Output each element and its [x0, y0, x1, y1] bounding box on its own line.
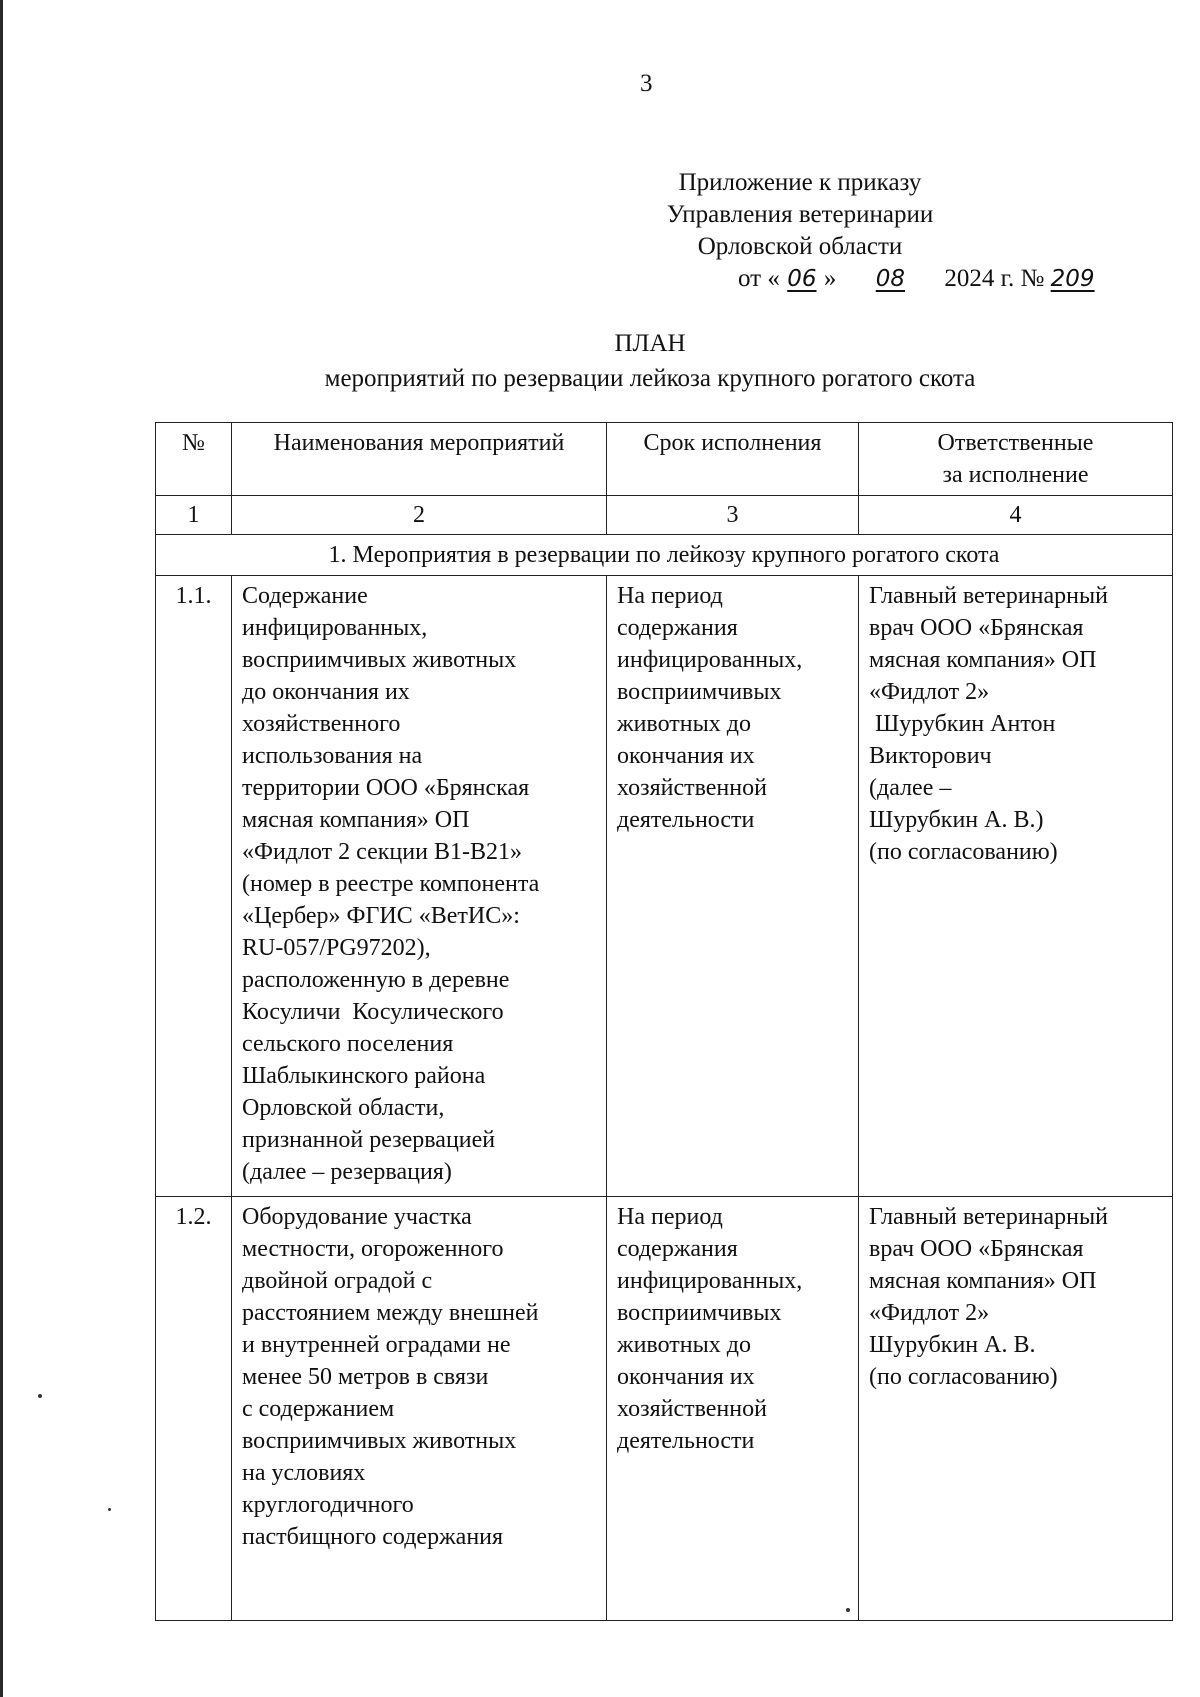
scan-edge [0, 0, 3, 1697]
row-responsible-lines [869, 580, 1162, 868]
cell-line: содержания [617, 1236, 738, 1262]
cell-line: хозяйственной [617, 1396, 767, 1422]
column-numbers-row [156, 496, 1173, 535]
cell-line: с содержанием [242, 1396, 395, 1422]
header-num: № [156, 423, 232, 496]
row-term-lines [617, 580, 848, 836]
scan-speck [108, 1508, 111, 1511]
scan-speck [846, 1608, 850, 1612]
section-row [156, 535, 1173, 576]
cell-line: Косуличи Косулического [242, 999, 504, 1025]
column-number: 4 [859, 496, 1173, 535]
cell-line: и внутренней оградами не [242, 1332, 511, 1358]
table-header-row [156, 423, 1173, 496]
cell-line: восприимчивых [617, 679, 782, 705]
cell-line: Оборудование участка [242, 1204, 472, 1230]
row-term [607, 576, 859, 1197]
cell-line: мясная компания» ОП [869, 647, 1097, 673]
row-num: 1.1. [156, 576, 232, 1197]
cell-line: Шаблыкинского района [242, 1063, 486, 1089]
cell-line: инфицированных, [242, 615, 428, 641]
header-name: Наименования мероприятий [232, 423, 607, 496]
column-number: 1 [156, 496, 232, 535]
cell-line: на условиях [242, 1460, 366, 1486]
cell-line: Шурубкин А. В.) [869, 807, 1044, 833]
cell-line: врач ООО «Брянская [869, 1236, 1084, 1262]
cell-line: признанной резервацией [242, 1127, 496, 1153]
cell-line: «Фидлот 2 секции В1-В21» [242, 839, 522, 865]
cell-line: круглогодичного [242, 1492, 414, 1518]
cell-line: хозяйственной [617, 775, 767, 801]
cell-line: Викторович [869, 743, 992, 769]
cell-line: до окончания их [242, 679, 410, 705]
cell-line: инфицированных, [617, 647, 803, 673]
cell-line: менее 50 метров в связи [242, 1364, 489, 1390]
cell-line: Содержание [242, 583, 368, 609]
appendix-line: Орловской области [697, 233, 903, 260]
row-term [607, 1197, 859, 1621]
section-title: 1. Мероприятия в резервации по лейкозу крупного рогатого скота [156, 535, 1173, 576]
order-month-handwritten: 08 [875, 266, 905, 292]
cell-line: деятельности [617, 807, 755, 833]
order-year-text: 2024 г. № [944, 265, 1045, 292]
cell-line: животных до [617, 1332, 751, 1358]
header-responsible-line: за исполнение [942, 462, 1089, 488]
order-prefix: от « [738, 265, 780, 292]
cell-line: врач ООО «Брянская [869, 615, 1084, 641]
row-name [232, 576, 607, 1197]
cell-line: содержания [617, 615, 738, 641]
table-row [156, 576, 1173, 1197]
cell-line: двойной оградой с [242, 1268, 433, 1294]
cell-line: (далее – резервация) [242, 1159, 452, 1185]
cell-line: местности, огороженного [242, 1236, 504, 1262]
appendix-block [520, 167, 1080, 263]
cell-line: Орловской области, [242, 1095, 445, 1121]
row-num: 1.2. [156, 1197, 232, 1621]
order-day-handwritten: 06 [787, 266, 817, 292]
row-responsible [859, 1197, 1173, 1621]
cell-line: (по согласованию) [869, 1364, 1058, 1390]
row-name-lines [242, 1201, 596, 1553]
cell-line: расположенную в деревне [242, 967, 510, 993]
row-name [232, 1197, 607, 1621]
row-term-lines [617, 1201, 848, 1457]
cell-line: «Цербер» ФГИС «ВетИС»: [242, 903, 520, 929]
cell-line: На период [617, 583, 723, 609]
cell-line: Главный ветеринарный [869, 1204, 1108, 1230]
cell-line: На период [617, 1204, 723, 1230]
page-number: 3 [640, 70, 653, 97]
header-responsible [859, 423, 1173, 496]
cell-line: использования на [242, 743, 423, 769]
cell-line: Шурубкин Антон [869, 711, 1056, 737]
row-responsible-lines [869, 1201, 1162, 1393]
scan-speck [38, 1394, 42, 1398]
cell-line: инфицированных, [617, 1268, 803, 1294]
column-number: 2 [232, 496, 607, 535]
cell-line: пастбищного содержания [242, 1524, 504, 1550]
cell-line: RU-057/PG97202), [242, 935, 431, 961]
cell-line: мясная компания» ОП [242, 807, 470, 833]
cell-line: (номер в реестре компонента [242, 871, 540, 897]
document-title: ПЛАН [614, 330, 686, 357]
order-number-handwritten: 209 [1050, 266, 1095, 292]
cell-line: деятельности [617, 1428, 755, 1454]
column-number: 3 [607, 496, 859, 535]
cell-line: окончания их [617, 743, 755, 769]
cell-line: сельского поселения [242, 1031, 454, 1057]
cell-line: восприимчивых животных [242, 1428, 517, 1454]
cell-line: животных до [617, 711, 751, 737]
row-name-lines [242, 580, 596, 1188]
cell-line: хозяйственного [242, 711, 401, 737]
header-term: Срок исполнения [607, 423, 859, 496]
cell-line: (далее – [869, 775, 952, 801]
cell-line: мясная компания» ОП [869, 1268, 1097, 1294]
order-quote-close: » [823, 265, 837, 292]
order-date-line [738, 263, 1117, 295]
cell-line: расстоянием между внешней [242, 1300, 539, 1326]
cell-line: окончания их [617, 1364, 755, 1390]
header-responsible-line: Ответственные [937, 430, 1094, 456]
table-row [156, 1197, 1173, 1621]
cell-line: Шурубкин А. В. [869, 1332, 1036, 1358]
cell-line: территории ООО «Брянская [242, 775, 530, 801]
plan-table [155, 422, 1173, 1621]
row-responsible [859, 576, 1173, 1197]
appendix-line: Приложение к приказу [678, 169, 922, 196]
appendix-line: Управления ветеринарии [666, 201, 934, 228]
cell-line: «Фидлот 2» [869, 679, 990, 705]
cell-line: восприимчивых животных [242, 647, 517, 673]
cell-line: (по согласованию) [869, 839, 1058, 865]
cell-line: восприимчивых [617, 1300, 782, 1326]
cell-line: «Фидлот 2» [869, 1300, 990, 1326]
document-subtitle: мероприятий по резервации лейкоза крупного рогатого скота [324, 365, 976, 392]
cell-line: Главный ветеринарный [869, 583, 1108, 609]
